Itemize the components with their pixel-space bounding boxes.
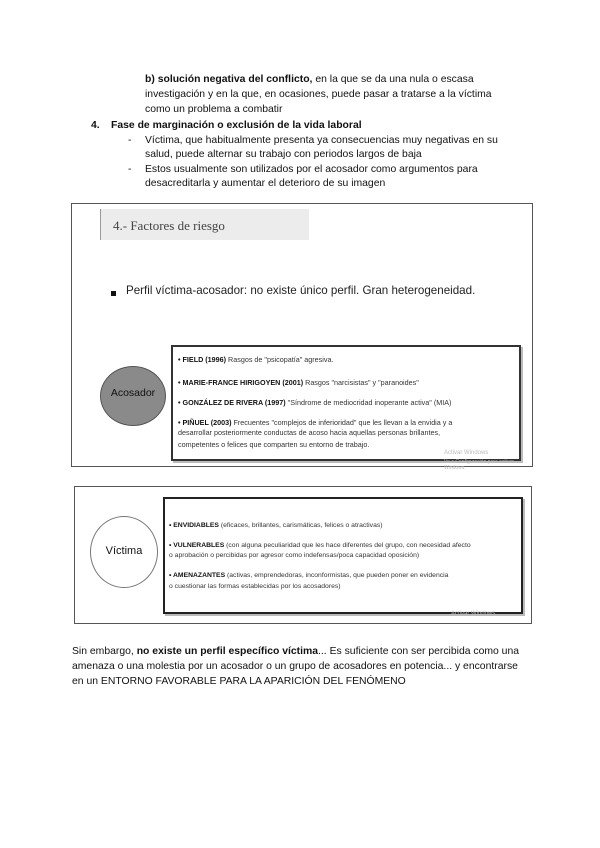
victima-ellipse [90,516,158,588]
author-item-pinuel: • PIÑUEL (2003) Frecuentes "complejos de inferioridad" que les llevan a la envidia y a [178,418,453,427]
slide1-title-box [100,209,309,240]
watermark-activar-2: Activar Windows [451,611,496,617]
victima-types-box [163,497,523,614]
watermark-activar: Activar Windows [444,450,489,456]
closing-bold: no existe un perfil específico víctima [136,646,319,657]
intro-line-1 [145,72,545,87]
acosador-ellipse [100,366,166,426]
slide1-title: 4.- Factores de riesgo [113,218,225,233]
author-item-gonzalez: • GONZÁLEZ DE RIVERA (1997) "Síndrome de mediocridad inoperante activa" (MIA) [178,398,452,407]
slide1-bullet: Perfil víctima-acosador: no existe único perfil. Gran heterogeneidad. [126,284,476,297]
author-item-field: • FIELD (1996) Rasgos de "psicopatía" agresiva. [178,355,334,364]
intro-line-3: como un problema a combatir [145,104,283,115]
acosador-label: Acosador [110,387,156,399]
slide-factores-riesgo [71,203,533,471]
acosador-authors-box [171,345,521,461]
phase4-bullet-2-dash: - [128,164,132,175]
closing-paragraph [72,644,532,689]
closing-lead: Sin embargo, [72,646,137,657]
author-item-pinuel-line2: desarrollar posteriormente conductas de acoso hacia aquellas personas brillantes, [178,428,441,437]
phase4-bullet-1-line1: Víctima, que habitualmente presenta ya consecuencias muy negativas en su [145,135,498,146]
author-item-hirigoyen: • MARIE-FRANCE HIRIGOYEN (2001) Rasgos "narcisistas" y "paranoides" [178,378,419,387]
victima-item-amenazantes-line2: o cuestionar las formas establecidas por los acosadores) [169,583,341,590]
victima-label: Víctima [105,545,143,557]
phase4-bullet-1-dash: - [128,135,132,146]
victima-item-vulnerables: • VULNERABLES (con alguna peculiaridad que les hace diferentes del grupo, con necesidad afecto [169,542,471,549]
phase4-bullet-1-line2: salud, puede alternar su trabajo con periodos largos de baja [145,149,422,160]
slide-victima [74,486,532,624]
watermark-configuracion: Ve a Configuración para activar Windows. [444,459,514,471]
square-bullet-icon [111,291,116,296]
intro-line-2: investigación y en la que, en ocasiones, puede pasar a tratarse a la víctima [145,89,492,100]
intro-rest: en la que se da una nula o escasa [312,74,474,85]
phase4-title: Fase de marginación o exclusión de la vida laboral [111,120,362,131]
victima-item-vulnerables-line2: o aprobación o percibidas por agresor como indefensas/poca capacidad oposición) [169,552,420,559]
phase4-bullet-2-line2: desacreditarla y aumentar el deterioro de su imagen [145,178,386,189]
victima-item-amenazantes: • AMENAZANTES (activas, emprendedoras, inconformistas, que pueden poner en evidencia [169,572,449,579]
closing-rest: ... Es suficiente con ser percibida como una amenaza o una molestia por un acosador o un grupo de acosadores en potencia... y encontrarse en un ENTORNO FAVORABLE PARA LA APARICIÓN DEL FENÓMENO [72,646,520,687]
phase4-bullet-2-line1: Estos usualmente son utilizados por el acosador como argumentos para [145,164,478,175]
victima-item-envidiables: • ENVIDIABLES (eficaces, brillantes, carismáticas, felices o atractivas) [169,522,383,529]
intro-lead: b) solución negativa del conflicto, [145,74,313,85]
phase4-number: 4. [91,120,100,131]
author-item-pinuel-line3: competentes o felices que comparten su entorno de trabajo. [178,440,370,449]
